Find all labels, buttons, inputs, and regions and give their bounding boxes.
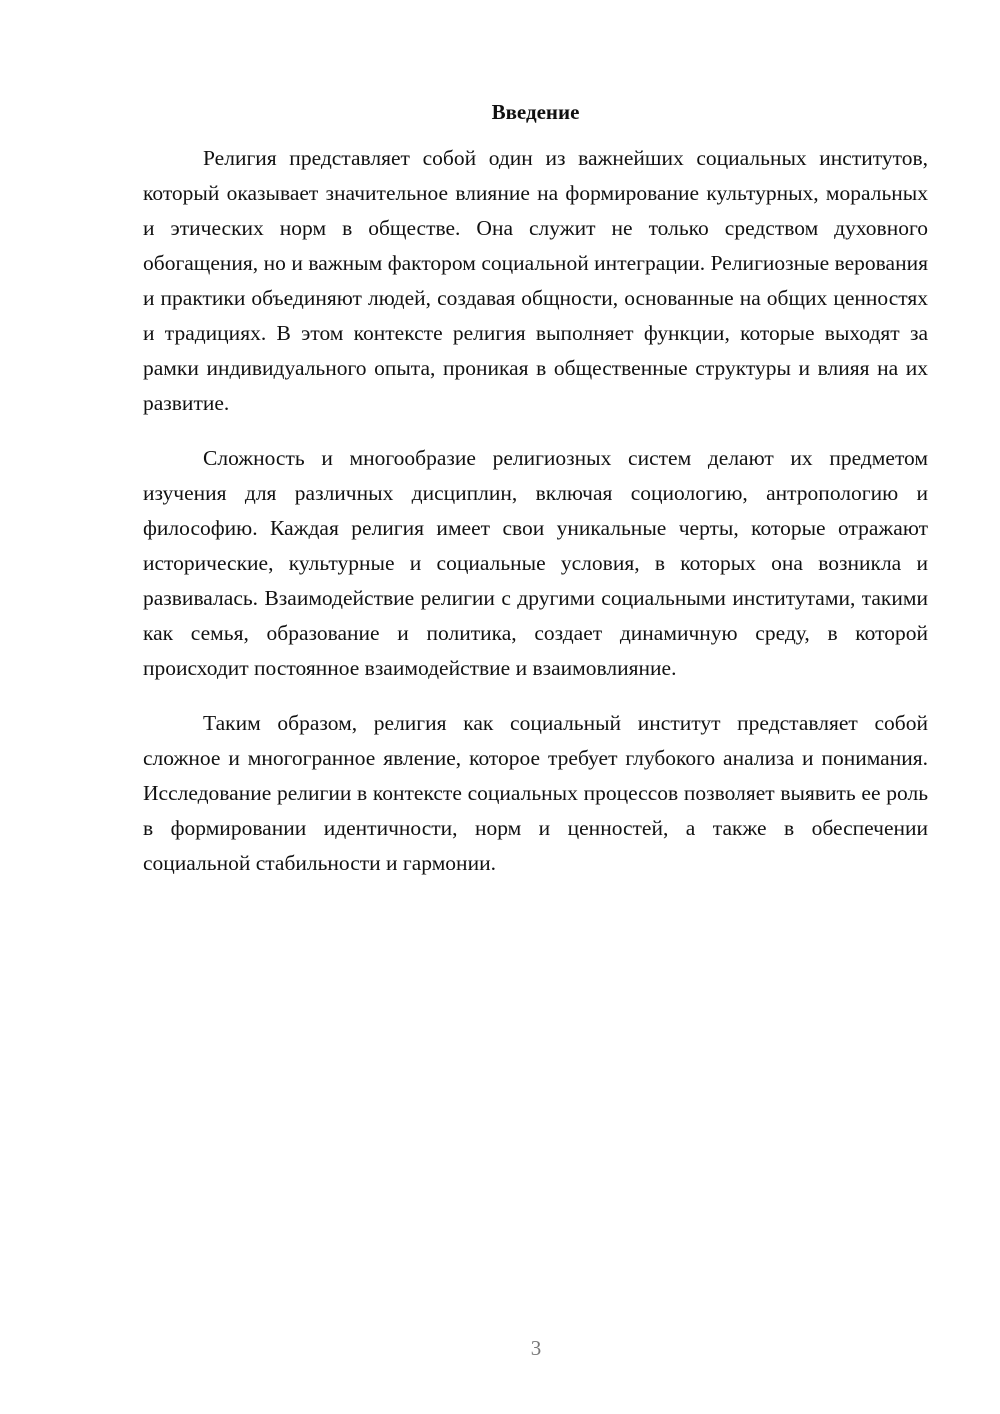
page-title: Введение xyxy=(491,100,580,124)
document-body xyxy=(143,141,928,901)
paragraph-2: Сложность и многообразие религиозных систем делают их предметом изучения для различных дисциплин, включая социологию, антропологию и философию. Каждая религия имеет свои уникальные черты, которые отражают исторические, культурные и социальные условия, в которых она возникла и развивалась. Взаимодействие религии с другими социальными институтами, такими как семья, образование и политика, создает динамичную среду, в которой происходит постоянное взаимодействие и взаимовлияние. xyxy=(143,446,928,680)
paragraph-1: Религия представляет собой один из важнейших социальных институтов, который оказывает значительное влияние на формирование культурных, моральных и этических норм в обществе. Она служит не только средством духовного обогащения, но и важным фактором социальной интеграции. Религиозные верования и практики объединяют людей, создавая общности, основанные на общих ценностях и традициях. В этом контексте религия выполняет функции, которые выходят за рамки индивидуального опыта, проникая в общественные структуры и влияя на их развитие. xyxy=(143,146,928,415)
page-number: 3 xyxy=(530,1336,542,1360)
paragraph-3: Таким образом, религия как социальный институт представляет собой сложное и многогранное явление, которое требует глубокого анализа и понимания. Исследование религии в контексте социальных процессов позволяет выявить ее роль в формировании идентичности, норм и ценностей, а также в обеспечении социальной стабильности и гармонии. xyxy=(143,711,928,875)
